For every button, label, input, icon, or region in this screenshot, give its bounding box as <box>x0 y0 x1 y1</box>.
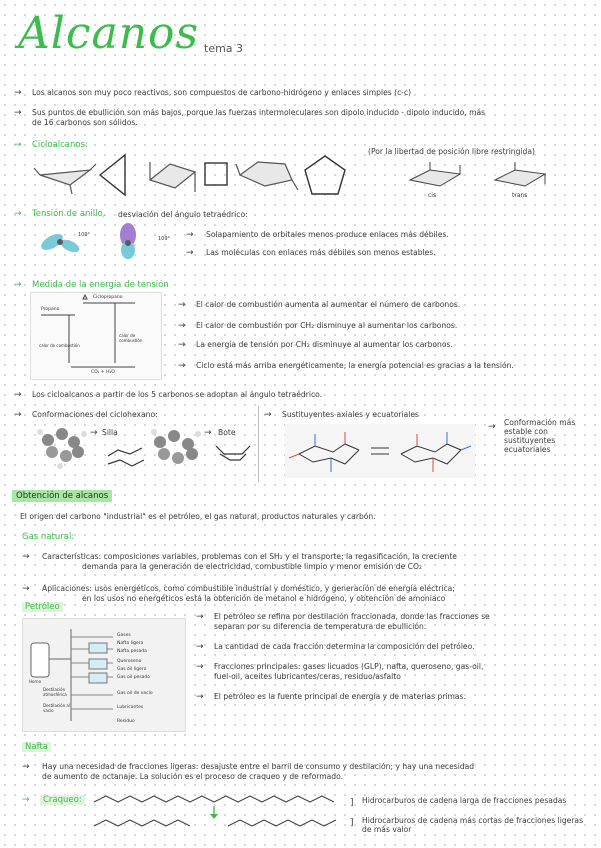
tension-heading: Tensión de anillo, <box>32 209 106 219</box>
arrow-icon: → <box>196 642 204 652</box>
arrow-icon: → <box>488 422 496 432</box>
arrow-icon: → <box>264 410 272 420</box>
arrow-icon: → <box>196 662 204 672</box>
chair-line-icon <box>108 448 144 466</box>
petroleo-point-6: El petróleo es la fuente principal de energía y de materias primas. <box>214 692 466 701</box>
arrow-icon: → <box>22 552 30 562</box>
nafta-text-1: Hay una necesidad de fracciones ligeras: desajuste entre el barril de consumo y destilación; y hay una necesidad <box>42 762 475 771</box>
arrow-icon: → <box>22 584 30 594</box>
page-title: Alcanos <box>18 8 200 59</box>
torre-label-3: Nafta pesada <box>117 649 147 654</box>
torre-label-9: Residuo <box>117 719 135 724</box>
intro-line-2: Sus puntos de ebullición son más bajos, porque las fuerzas intermoleculares son dipolo inducido - dipolo inducido, más <box>32 108 486 117</box>
petroleo-point-2: separan por su diferencia de temperatura de ebullición. <box>214 622 427 631</box>
pentagon-icon <box>305 156 345 194</box>
cis-label: cis <box>428 192 437 199</box>
arrow-icon: → <box>186 248 194 258</box>
craqueo-heading: Craqueo: <box>40 795 85 805</box>
cyclobutane-3d-icon <box>150 162 195 192</box>
arrow-icon: → <box>204 428 212 438</box>
arrow-icon: → <box>14 209 22 219</box>
arrow-icon: → <box>22 762 30 772</box>
arrow-icon: → <box>22 795 30 805</box>
energy-diagram <box>30 292 162 380</box>
short-chain-icon <box>94 820 190 826</box>
arrow-icon: → <box>186 230 194 240</box>
energia-point-3: La energía de tensión por CH₂ disminuye al aumentar los carbonos. <box>196 340 453 349</box>
petroleo-point-3: La cantidad de cada fracción determina la composición del petróleo. <box>214 642 475 651</box>
craqueo-label-2: Hidrocarburos de cadena más cortas de fracciones ligeras de más valor <box>362 816 584 834</box>
arrow-icon: → <box>14 410 22 420</box>
torre-label-2: Nafta ligera <box>117 641 144 646</box>
torre-label-8: Lubricantes <box>117 705 144 710</box>
calor-label-1: calor de combustión <box>39 343 80 348</box>
torre-label-6: Gas oil pesado <box>117 675 151 680</box>
long-chain-icon <box>94 796 334 802</box>
refinery-diagram <box>22 618 186 732</box>
arrow-icon: → <box>14 280 22 290</box>
bracket-icon: ] <box>350 798 354 808</box>
energia-heading: Medida de la energía de tensión <box>32 280 169 290</box>
obtencion-heading: Obtención de alcanos <box>12 490 112 502</box>
torre-box-2: Destilación atmosférica <box>43 687 67 697</box>
calor-label-2: calor de combustión <box>119 333 143 343</box>
tension-point-2: Las moléculas con enlaces más débiles son menos estables. <box>206 248 436 257</box>
silla-label: Silla <box>102 428 118 437</box>
propano-label: Propano <box>41 307 60 312</box>
boat-ball-model-icon <box>151 429 201 464</box>
cicloalcanos-note: (Por la libertad de posición libre restringida) <box>368 147 535 156</box>
angle-label-1: 109° <box>78 232 91 238</box>
torre-box-3: Destilación al vacío <box>43 703 70 713</box>
gas-point-3: Aplicaciones: usos energéticos, como combustible industrial y doméstico, y generación de energía eléctrica; <box>42 584 455 593</box>
chair-ball-model-icon <box>37 428 87 469</box>
petroleo-point-5: fuel-oil, aceites lubricantes/ceras, residuo/asfalto <box>214 672 401 681</box>
gas-point-2: demanda para la generación de electricidad, combustible limpio y menor emisión de CO₂ <box>82 562 422 571</box>
arrow-icon: → <box>178 340 186 350</box>
nafta-heading: Nafta <box>22 742 51 752</box>
torre-label-7: Gas oil de vacío <box>117 691 153 696</box>
divider <box>258 406 259 482</box>
ciclopropano-label: Ciclopropano <box>93 295 123 300</box>
energia-point-4: Ciclo está más arriba energéticamente, la energía potencial es gracias a la tensión. <box>196 361 514 370</box>
conformaciones-heading: Conformaciones del ciclohexano: <box>32 410 158 419</box>
conformacion-conclusion: Conformación más estable con sustituyentes ecuatoriales <box>504 418 576 454</box>
arrow-icon: → <box>178 321 186 331</box>
petroleo-point-1: El petróleo se refina por destilación fraccionada, donde las fracciones se <box>214 612 490 621</box>
gas-point-1: Características: composiciones variables, problemas con el SH₂ y el transporte; la regasificación, la creciente <box>42 552 457 561</box>
bracket-icon: ] <box>350 818 354 828</box>
arrow-icon: → <box>196 692 204 702</box>
short-chain-icon <box>228 820 336 826</box>
energia-point-2: El calor de combustión por CH₂ disminuye al aumentar los carbonos. <box>196 321 458 330</box>
angle-label-2: 109° <box>158 236 171 242</box>
boat-line-icon <box>216 446 250 460</box>
torre-label-4: Queroseno <box>117 659 142 664</box>
cicloalcanos-heading: Cicloalcanos: <box>32 140 88 150</box>
cinco-carbonos-line: Los cicloalcanos a partir de los 5 carbonos se adoptan al ángulo tetraédrico. <box>32 390 323 399</box>
bote-label: Bote <box>218 428 236 437</box>
gas-natural-heading: Gas natural: <box>22 532 75 542</box>
arrow-icon: → <box>14 88 22 98</box>
axial-equatorial-figure <box>285 424 475 478</box>
energia-point-1: El calor de combustión aumenta al aumentar el número de carbonos. <box>196 300 461 309</box>
intro-line-1: Los alcanos son muy poco reactivos, son compuestos de carbono-hidrógeno y enlaces simples (c-c) <box>32 88 412 97</box>
cyclopentane-3d-icon <box>236 162 298 190</box>
arrow-icon: → <box>90 428 98 438</box>
subtitle: tema 3 <box>204 42 244 55</box>
nafta-text-2: de aumento de octanaje. La solución es el proceso de craqueo y de reformado. <box>42 772 343 781</box>
arrow-icon: → <box>178 300 186 310</box>
torre-box-1: Horno <box>29 679 42 684</box>
arrow-icon: → <box>196 612 204 622</box>
arrow-icon: → <box>14 390 22 400</box>
gas-point-4: en los usos no energéticos está la obtención de metanol e hidrógeno, y obtención de amoniaco <box>82 594 446 603</box>
productos-label: CO₂ + H₂O <box>91 370 115 375</box>
tension-point-1: Solapamiento de orbitales menos produce enlaces más débiles. <box>206 230 449 239</box>
intro-line-3: de 16 carbonos son sólidos. <box>32 118 138 127</box>
trans-label: trans <box>512 192 528 199</box>
arrow-icon: → <box>14 108 22 118</box>
triangle-icon <box>100 155 125 195</box>
craqueo-label-1: Hidrocarburos de cadena larga de fracciones pesadas <box>362 796 567 805</box>
arrow-icon: → <box>178 361 186 371</box>
tension-heading-rest: desviación del ángulo tetraédrico: <box>118 210 248 219</box>
petroleo-heading: Petróleo <box>22 602 63 612</box>
origen-line: El origen del carbono "industrial" es el petróleo, el gas natural, productos naturales y carbón. <box>20 512 376 521</box>
sustituyentes-heading: Sustituyentes axiales y ecuatoriales <box>282 410 419 419</box>
cycloalkane-shapes <box>30 150 360 200</box>
torre-label-5: Gas oil ligero <box>117 667 147 672</box>
torre-label-1: Gases <box>117 633 131 638</box>
square-icon <box>205 163 227 185</box>
cyclopropane-3d-icon <box>34 164 96 194</box>
cracking-figure <box>92 792 342 832</box>
petroleo-point-4: Fracciones principales: gases licuados (GLP), nafta, queroseno, gas-oil, <box>214 662 484 671</box>
arrow-icon: → <box>14 140 22 150</box>
